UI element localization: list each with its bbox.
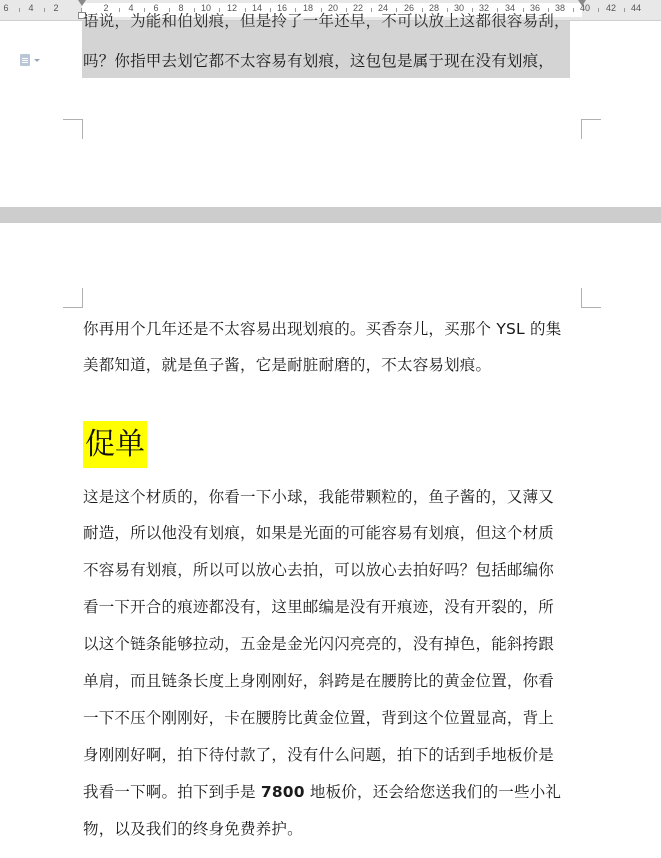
right-indent-marker[interactable]	[578, 0, 586, 6]
page1-line[interactable]: 吗？你指甲去划它都不太容易有划痕，这包包是属于现在没有划痕，	[83, 52, 555, 70]
paragraph-line-price[interactable]	[83, 780, 561, 802]
ruler-tick-label: 12	[226, 3, 238, 13]
ruler-tick-label: 14	[251, 3, 263, 13]
page1-cut-line[interactable]: 语说，为能和伯划痕，但是拎了一年还早，不可以放上这都很容易刮，	[83, 12, 570, 30]
margin-corner-bottom-right	[581, 119, 601, 139]
ruler-tick-label: 40	[579, 3, 591, 13]
price-text-before: 我看一下啊。拍下到手是	[83, 783, 261, 801]
ruler-tick-label: 2	[53, 3, 59, 13]
paragraph-line[interactable]: 看一下开合的痕迹都没有，这里邮编是没有开痕迹，没有开裂的，所	[83, 598, 555, 616]
paragraph-line[interactable]: 你再用个几年还是不太容易出现划痕的。买香奈儿，买那个 YSL 的集	[83, 320, 562, 338]
chevron-down-icon	[34, 59, 40, 62]
ruler-tick-label: 20	[327, 3, 339, 13]
paragraph-line[interactable]: 一下不压个刚刚好，卡在腰胯比黄金位置，背到这个位置显高，背上	[83, 709, 555, 727]
margin-corner-top-left	[63, 288, 83, 308]
page-1[interactable]	[0, 12, 661, 207]
ruler-tick-label: 38	[554, 3, 566, 13]
ruler-tick-label: 28	[428, 3, 440, 13]
paragraph-line[interactable]: 美都知道，就是鱼子酱，它是耐脏耐磨的，不太容易划痕。	[83, 356, 492, 374]
ruler-tick	[598, 8, 599, 12]
ruler-tick	[19, 8, 20, 12]
ruler-tick-label: 6	[3, 3, 9, 13]
ruler-tick-label: 32	[478, 3, 490, 13]
ruler-tick-label: 4	[28, 3, 34, 13]
price-number: 7800	[260, 783, 305, 801]
ruler-tick-label: 24	[377, 3, 389, 13]
price-text-after: 地板价，还会给您送我们的一些小礼	[304, 783, 562, 801]
ruler-tick-label: 34	[504, 3, 516, 13]
ruler-tick-label: 36	[529, 3, 541, 13]
margin-corner-bottom-left	[63, 119, 83, 139]
ruler-tick-label: 8	[178, 3, 184, 13]
paragraph-line[interactable]: 这是这个材质的，你看一下小球，我能带颗粒的，鱼子酱的，又薄又	[83, 488, 555, 506]
paragraph-line[interactable]: 不容易有划痕，所以可以放心去拍，可以放心去拍好吗？包括邮编你	[83, 561, 555, 579]
document-icon	[20, 54, 30, 66]
ruler-tick	[624, 8, 625, 12]
paragraph-line[interactable]: 耐造，所以他没有划痕，如果是光面的可能容易有划痕，但这个材质	[83, 524, 555, 542]
paragraph-line[interactable]: 单肩，而且链条长度上身刚刚好，斜跨是在腰胯比的黄金位置，你看	[83, 672, 555, 690]
ruler-tick-label: 10	[200, 3, 212, 13]
paragraph-line[interactable]: 身刚刚好啊，拍下待付款了，没有什么问题，拍下的话到手地板价是	[83, 746, 555, 764]
paste-options-button[interactable]	[20, 53, 48, 67]
ruler-tick-label: 18	[302, 3, 314, 13]
paragraph-line[interactable]: 以这个链条能够拉动，五金是金光闪闪亮亮的，没有掉色，能斜挎跟	[83, 635, 555, 653]
ruler-tick-label: 2	[103, 3, 109, 13]
section-heading[interactable]: 促单	[83, 421, 147, 468]
ruler-tick-label: 42	[605, 3, 617, 13]
ruler-tick-label: 44	[630, 3, 642, 13]
margin-corner-top-right	[581, 288, 601, 308]
ruler-tick-label: 4	[128, 3, 134, 13]
ruler-tick-label: 30	[453, 3, 465, 13]
first-line-indent-marker[interactable]	[78, 0, 86, 6]
ruler-tick-label: 16	[276, 3, 288, 13]
paragraph-line[interactable]: 物，以及我们的终身免费养护。	[83, 820, 303, 838]
ruler-tick-label: 6	[153, 3, 159, 13]
ruler-tick-label: 22	[352, 3, 364, 13]
ruler-tick	[44, 8, 45, 12]
page-2[interactable]	[0, 223, 661, 858]
page-break-gap	[0, 207, 661, 223]
ruler-tick-label: 26	[403, 3, 415, 13]
